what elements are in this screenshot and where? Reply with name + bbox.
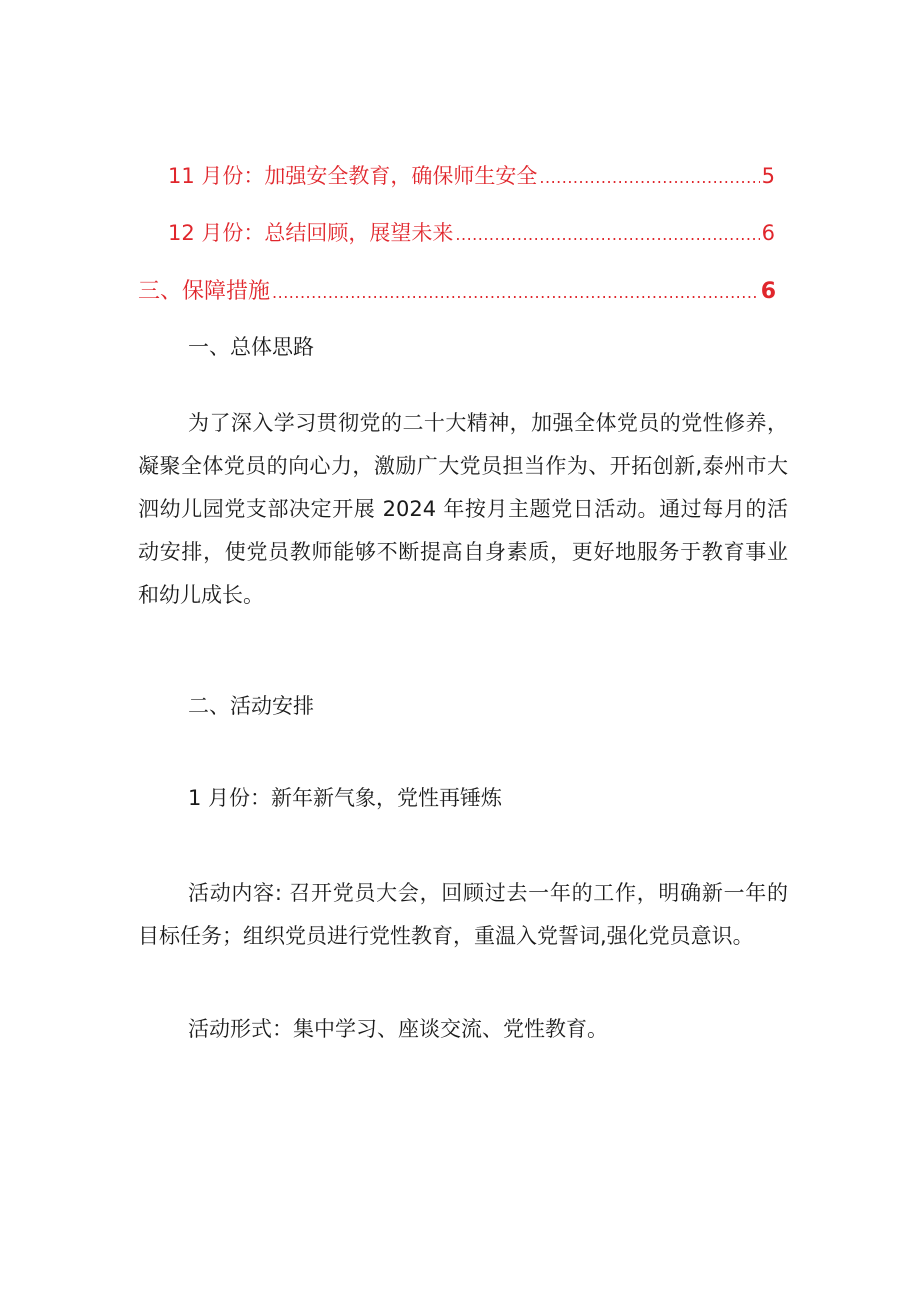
toc-item-page: 6 <box>760 279 776 304</box>
toc-item-title: 12 月份：总结回顾，展望未来 <box>168 221 454 245</box>
toc-item-december[interactable] <box>168 217 775 247</box>
toc-leader-dots <box>455 225 759 244</box>
month-activity-form: 活动形式：集中学习、座谈交流、党性教育。 <box>188 1017 608 1041</box>
toc-item-title: 三、保障措施 <box>138 279 271 304</box>
section-heading-overall-approach: 一、总体思路 <box>188 335 314 359</box>
toc-leader-dots <box>272 283 759 302</box>
toc-item-page: 5 <box>761 164 775 188</box>
toc-item-page: 6 <box>761 221 775 245</box>
month-title-january: 1 月份：新年新气象，党性再锤炼 <box>188 786 503 810</box>
toc-leader-dots <box>539 168 759 187</box>
section-paragraph-overall-approach: 为了深入学习贯彻党的二十大精神，加强全体党员的党性修养，凝聚全体党员的向心力，激励广大党员担当作为、开拓创新,泰州市大泗幼儿园党支部决定开展 2024 年按月主题党日活动。通过每月的活动安排，使党员教师能够不断提高自身素质，更好地服务于教育事业和幼儿成长。 <box>138 411 788 607</box>
toc-item-title: 11 月份：加强安全教育，确保师生安全 <box>168 164 538 188</box>
toc-item-safeguards[interactable] <box>138 274 776 305</box>
section-heading-activity-arrangement: 二、活动安排 <box>188 694 314 718</box>
month-activity-content: 活动内容: 召开党员大会，回顾过去一年的工作，明确新一年的目标任务；组织党员进行党性教育，重温入党誓词,强化党员意识。 <box>138 881 788 948</box>
toc-item-november[interactable] <box>168 160 775 190</box>
